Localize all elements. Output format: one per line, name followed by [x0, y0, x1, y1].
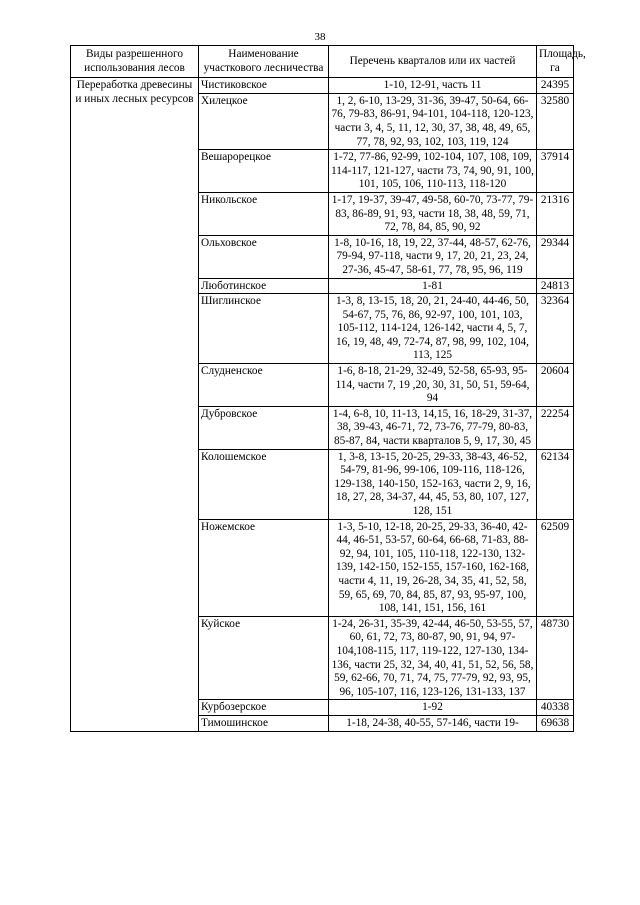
- district-cell: Шиглинское: [199, 294, 329, 364]
- blocks-cell: 1-81: [329, 278, 537, 294]
- blocks-cell: 1-18, 24-38, 40-55, 57-146, части 19-: [329, 715, 537, 731]
- table-header: [71, 46, 586, 78]
- area-cell: 69638: [537, 715, 574, 731]
- table-body: [71, 78, 574, 731]
- page-number: 38: [314, 31, 326, 43]
- district-cell: Ножемское: [199, 519, 329, 616]
- blocks-cell: 1-17, 19-37, 39-47, 49-58, 60-70, 73-77, 79-83, 86-89, 91, 93, части 18, 38, 48, 59, 71, 72, 78, 84, 85, 90, 92: [329, 192, 537, 235]
- district-cell: Куйское: [199, 616, 329, 700]
- district-cell: Колошемское: [199, 449, 329, 519]
- area-cell: 24813: [537, 278, 574, 294]
- blocks-cell: 1-24, 26-31, 35-39, 42-44, 46-50, 53-55, 57, 60, 61, 72, 73, 80-87, 90, 91, 94, 97-104,108-115, 117, 119-122, 127-130, 134-136, части 25, 32, 34, 40, 41, 51, 52, 56, 58, 59, 62-66, 70, 71, 74, 75, 77-79, 92, 93, 95, 96, 105-107, 116, 123-126, 131-133, 137: [329, 616, 537, 700]
- district-cell: Курбозерское: [199, 700, 329, 716]
- district-cell: Ольховское: [199, 235, 329, 278]
- area-cell: 62509: [537, 519, 574, 616]
- area-cell: 24395: [537, 78, 574, 94]
- district-cell: Люботинское: [199, 278, 329, 294]
- district-cell: Чистиковское: [199, 78, 329, 94]
- blocks-cell: 1-8, 10-16, 18, 19, 22, 37-44, 48-57, 62-76, 79-94, 97-118, части 9, 17, 20, 21, 23, 24, 27-36, 45-47, 58-61, 77, 78, 95, 96, 119: [329, 235, 537, 278]
- district-cell: Тимошинское: [199, 715, 329, 731]
- blocks-cell: 1-10, 12-91, часть 11: [329, 78, 537, 94]
- blocks-cell: 1-6, 8-18, 21-29, 32-49, 52-58, 65-93, 95-114, части 7, 19 ,20, 30, 31, 50, 51, 59-64, 94: [329, 364, 537, 407]
- blocks-cell: 1, 3-8, 13-15, 20-25, 29-33, 38-43, 46-52, 54-79, 81-96, 99-106, 109-116, 118-126, 129-138, 140-150, 152-163, части 2, 9, 16, 18, 27, 28, 34-37, 44, 45, 53, 80, 107, 127, 128, 151: [329, 449, 537, 519]
- area-cell: 29344: [537, 235, 574, 278]
- header-area: Площадь, га: [537, 46, 574, 78]
- header-row: [71, 46, 574, 78]
- blocks-cell: 1, 2, 6-10, 13-29, 31-36, 39-47, 50-64, 66-76, 79-83, 86-91, 94-101, 104-118, 120-123, части 3, 4, 5, 11, 12, 30, 37, 38, 48, 49, 65, 77, 78, 92, 93, 102, 103, 119, 124: [329, 93, 537, 149]
- district-cell: Вешарорецкое: [199, 150, 329, 193]
- district-cell: Хилецкое: [199, 93, 329, 149]
- district-cell: Слудненское: [199, 364, 329, 407]
- area-cell: 32364: [537, 294, 574, 364]
- area-cell: 48730: [537, 616, 574, 700]
- area-cell: 37914: [537, 150, 574, 193]
- blocks-cell: 1-4, 6-8, 10, 11-13, 14,15, 16, 18-29, 31-37, 38, 39-43, 46-71, 72, 73-76, 77-79, 80-83, 85-87, 84, части кварталов 5, 9, 17, 30, 45: [329, 406, 537, 449]
- header-use: Виды разрешенного использования лесов: [71, 46, 199, 78]
- header-district: Наименование участкового лесничества: [199, 46, 329, 78]
- header-blocks: Перечень кварталов или их частей: [329, 46, 537, 78]
- blocks-cell: 1-72, 77-86, 92-99, 102-104, 107, 108, 109, 114-117, 121-127, части 73, 74, 90, 91, 100, 101, 105, 106, 110-113, 118-120: [329, 150, 537, 193]
- area-cell: 62134: [537, 449, 574, 519]
- blocks-cell: 1-92: [329, 700, 537, 716]
- forest-blocks-table: [70, 45, 586, 732]
- table-row: [71, 78, 574, 94]
- area-cell: 20604: [537, 364, 574, 407]
- area-cell: 21316: [537, 192, 574, 235]
- use-type-cell: Переработка древесины и иных лесных ресурсов: [71, 78, 199, 731]
- area-cell: 40338: [537, 700, 574, 716]
- district-cell: Дубровское: [199, 406, 329, 449]
- area-cell: 32580: [537, 93, 574, 149]
- area-cell: 22254: [537, 406, 574, 449]
- district-cell: Никольское: [199, 192, 329, 235]
- blocks-cell: 1-3, 5-10, 12-18, 20-25, 29-33, 36-40, 42-44, 46-51, 53-57, 60-64, 66-68, 71-83, 88-92, 94, 101, 105, 110-118, 122-130, 132-139, 142-150, 152-155, 157-160, 162-168, части 4, 11, 19, 26-28, 34, 35, 41, 52, 58, 59, 65, 69, 70, 84, 85, 87, 93, 95-97, 100, 108, 141, 151, 156, 161: [329, 519, 537, 616]
- blocks-cell: 1-3, 8, 13-15, 18, 20, 21, 24-40, 44-46, 50, 54-67, 75, 76, 86, 92-97, 100, 101, 103, 105-112, 114-124, 126-142, части 4, 5, 7, 16, 19, 48, 49, 72-74, 87, 98, 99, 102, 104, 113, 125: [329, 294, 537, 364]
